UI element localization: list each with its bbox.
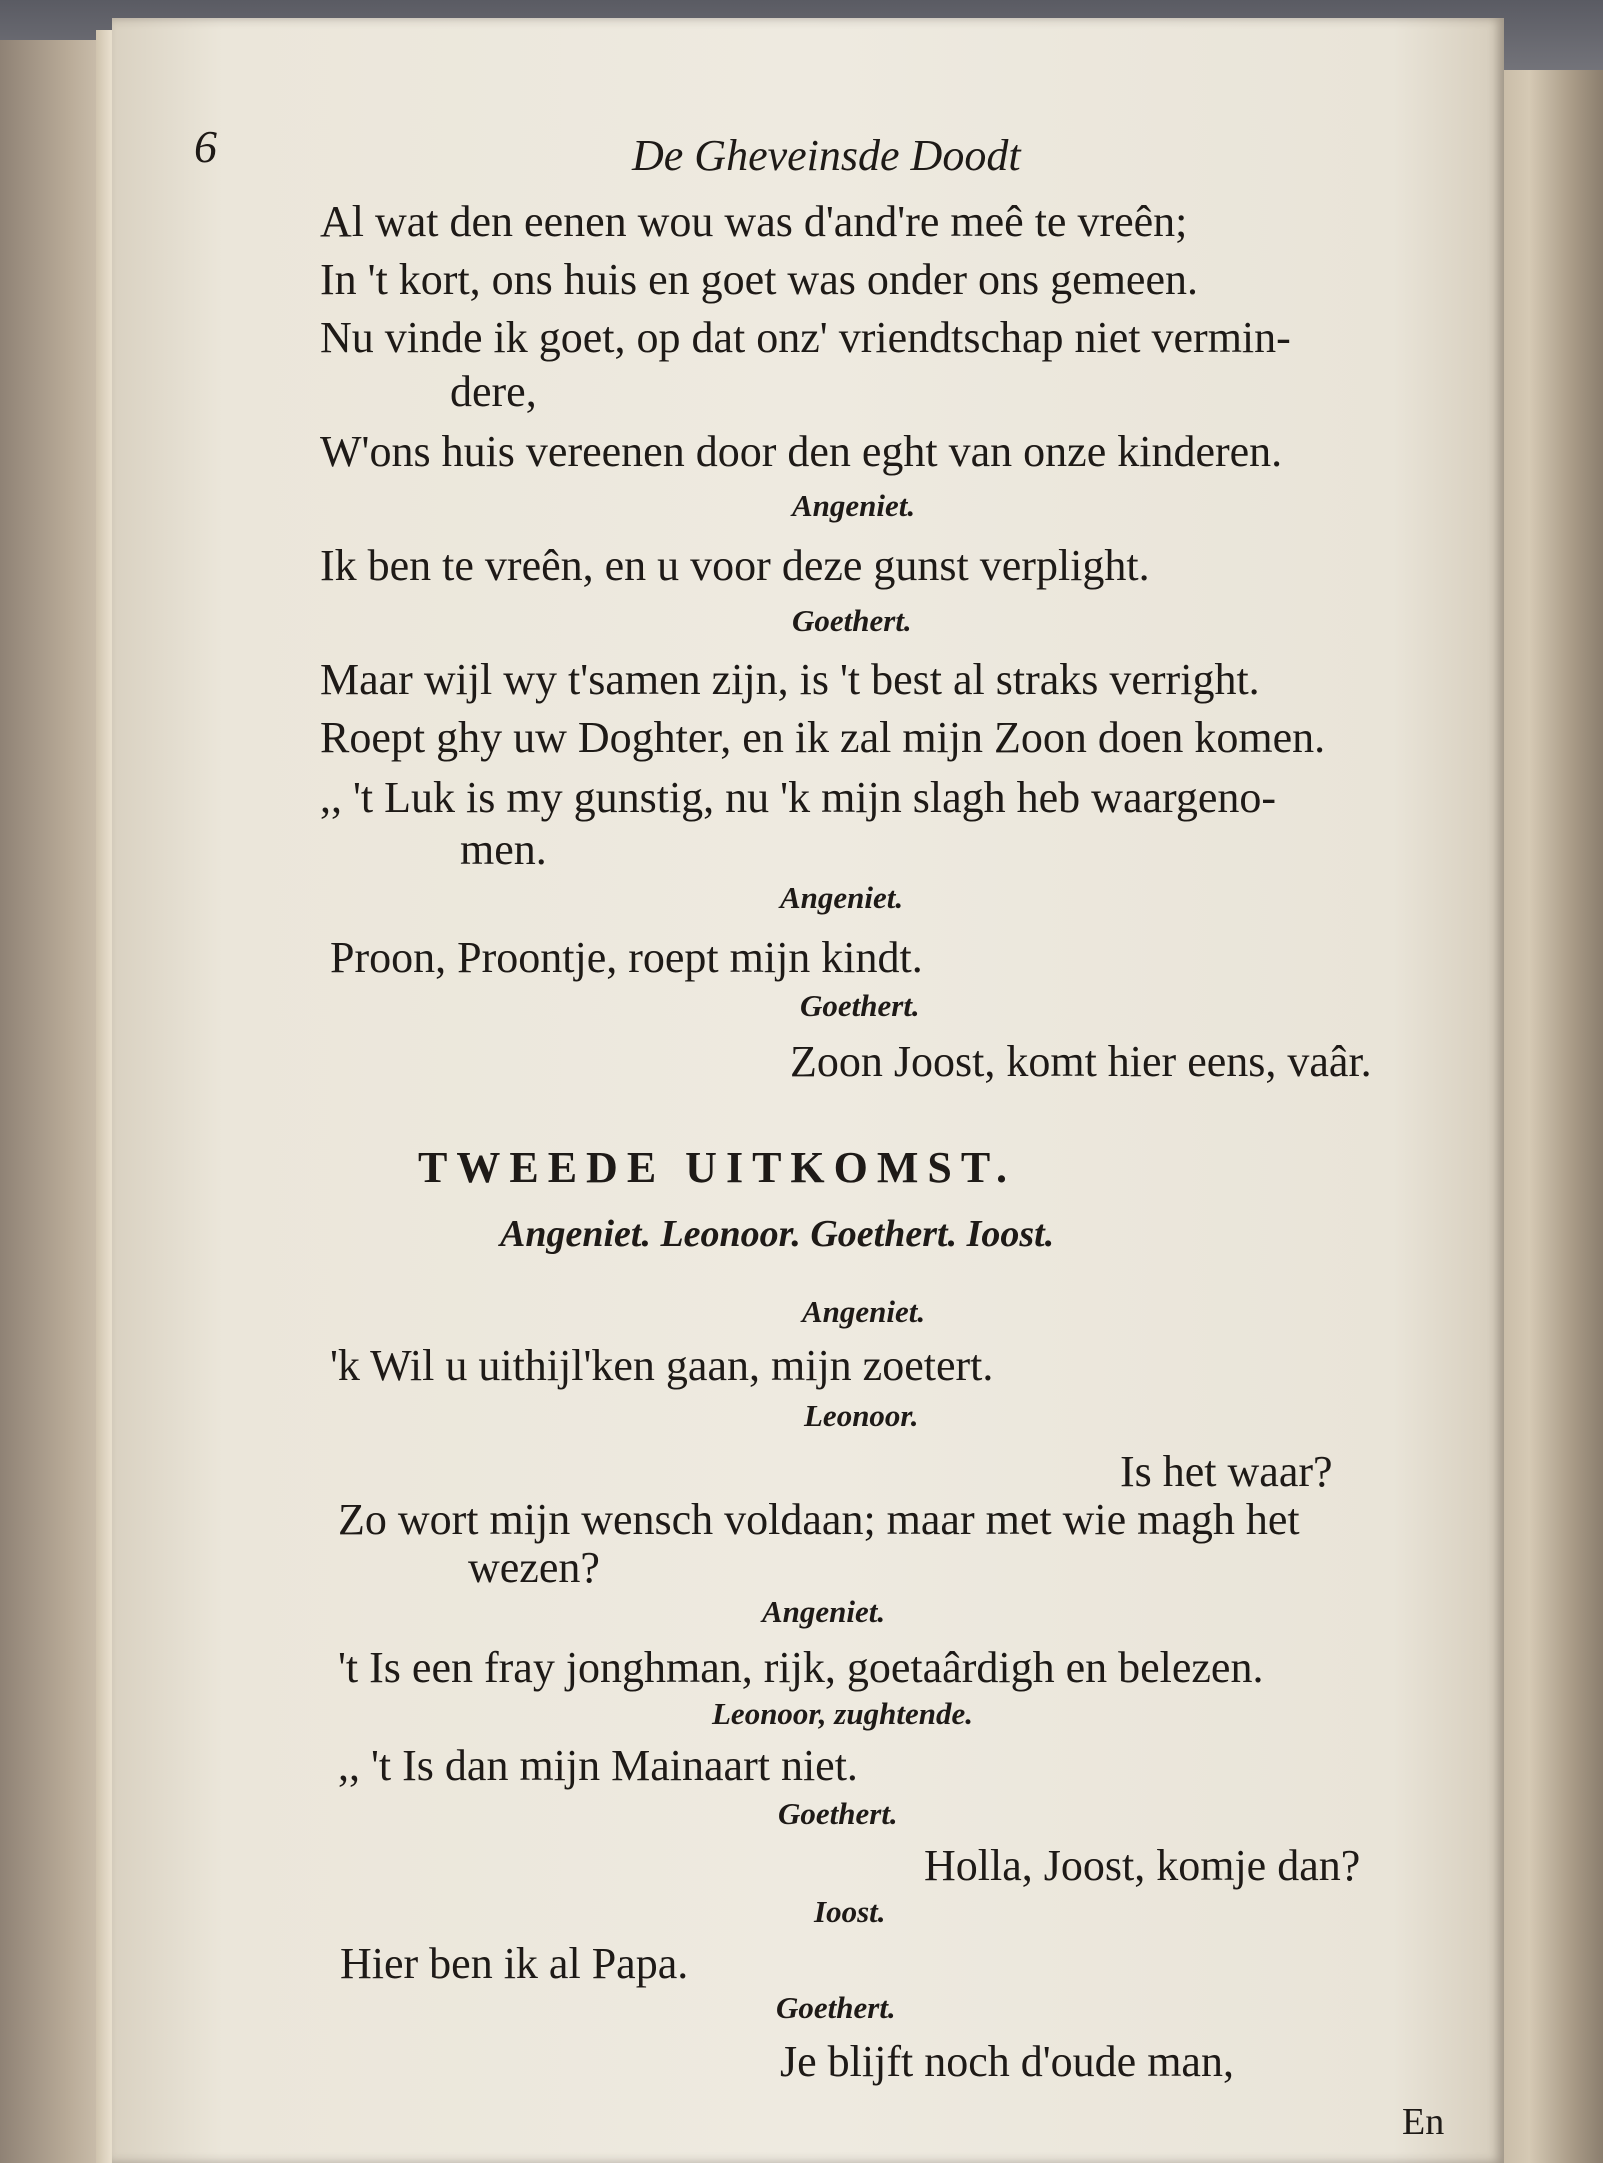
book-page	[112, 18, 1504, 2163]
speaker-label: Goethert.	[778, 1796, 898, 1831]
speaker-label: Angeniet.	[762, 1594, 886, 1629]
verse-line: 't Is een fray jonghman, rijk, goetaârdigh en belezen.	[338, 1643, 1264, 1692]
verse-line: Proon, Proontje, roept mijn kindt.	[330, 933, 923, 982]
speaker-label: Leonoor.	[804, 1398, 919, 1433]
verse-line: Je blijft noch d'oude man,	[780, 2037, 1234, 2086]
verse-line: men.	[460, 825, 547, 874]
verse-line: Hier ben ik al Papa.	[340, 1939, 689, 1988]
speaker-label: Angeniet.	[792, 488, 916, 523]
running-title: De Gheveinsde Doodt	[632, 131, 1021, 180]
verse-line: Holla, Joost, komje dan?	[924, 1841, 1361, 1890]
speaker-label: Ioost.	[814, 1894, 886, 1929]
verse-line: Ik ben te vreên, en u voor deze gunst verplight.	[320, 541, 1150, 590]
verse-line: dere,	[450, 367, 537, 416]
verse-line: W'ons huis vereenen door den eght van onze kinderen.	[320, 427, 1283, 476]
speaker-label: Leonoor, zughtende.	[712, 1696, 973, 1731]
verse-line: Maar wijl wy t'samen zijn, is 't best al straks verright.	[320, 655, 1260, 704]
page-number: 6	[194, 121, 217, 172]
verse-line: Roept ghy uw Doghter, en ik zal mijn Zoon doen komen.	[320, 713, 1326, 762]
verse-line: Is het waar?	[1120, 1447, 1333, 1496]
verse-line: Al wat den eenen wou was d'and're meê te vreên;	[320, 197, 1188, 246]
verse-line: Nu vinde ik goet, op dat onz' vriendtschap niet vermin-	[320, 313, 1291, 362]
verse-line: wezen?	[468, 1543, 600, 1592]
verse-line: ,, 't Is dan mijn Mainaart niet.	[338, 1741, 858, 1790]
cast-list: Angeniet. Leonoor. Goethert. Ioost.	[500, 1213, 1055, 1255]
speaker-label: Angeniet.	[780, 880, 904, 915]
catchword: En	[1402, 2101, 1445, 2143]
verse-line: Zoon Joost, komt hier eens, vaâr.	[790, 1037, 1372, 1086]
speaker-label: Goethert.	[776, 1990, 896, 2025]
speaker-label: Goethert.	[800, 988, 920, 1023]
verse-line: ,, 't Luk is my gunstig, nu 'k mijn slagh heb waargeno-	[320, 773, 1277, 822]
scene-heading: TWEEDE UITKOMST.	[418, 1143, 1016, 1192]
verse-line: 'k Wil u uithijl'ken gaan, mijn zoetert.	[330, 1341, 994, 1390]
speaker-label: Angeniet.	[802, 1294, 926, 1329]
verse-line: In 't kort, ons huis en goet was onder ons gemeen.	[320, 255, 1198, 304]
speaker-label: Goethert.	[792, 603, 912, 638]
verse-line: Zo wort mijn wensch voldaan; maar met wie magh het	[338, 1495, 1300, 1544]
